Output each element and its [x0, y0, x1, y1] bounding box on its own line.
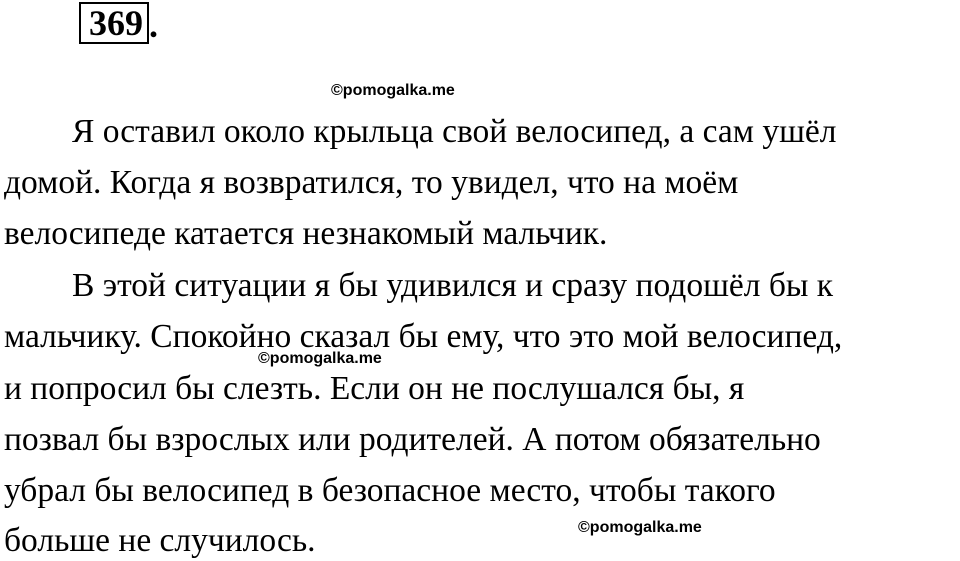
task-number-box: 369 — [79, 2, 149, 44]
text-line: больше не случилось. — [4, 522, 316, 559]
text-line: и попросил бы слезть. Если он не послушался бы, я — [4, 370, 745, 407]
text-line: Я оставил около крыльца свой велосипед, а сам ушёл — [72, 113, 837, 150]
task-number-dot: . — [149, 5, 158, 45]
watermark: ©pomogalka.me — [258, 350, 382, 367]
watermark: ©pomogalka.me — [331, 82, 455, 99]
text-line: позвал бы взрослых или родителей. А потом обязательно — [4, 421, 821, 458]
text-line: мальчику. Спокойно сказал бы ему, что это мой велосипед, — [4, 318, 843, 355]
text-line: убрал бы велосипед в безопасное место, чтобы такого — [4, 472, 776, 509]
task-number — [79, 4, 158, 44]
text-line: велосипеде катается незнакомый мальчик. — [4, 215, 608, 252]
watermark: ©pomogalka.me — [578, 519, 702, 536]
text-line: домой. Когда я возвратился, то увидел, что на моём — [4, 164, 739, 201]
text-line: В этой ситуации я бы удивился и сразу подошёл бы к — [72, 267, 834, 304]
